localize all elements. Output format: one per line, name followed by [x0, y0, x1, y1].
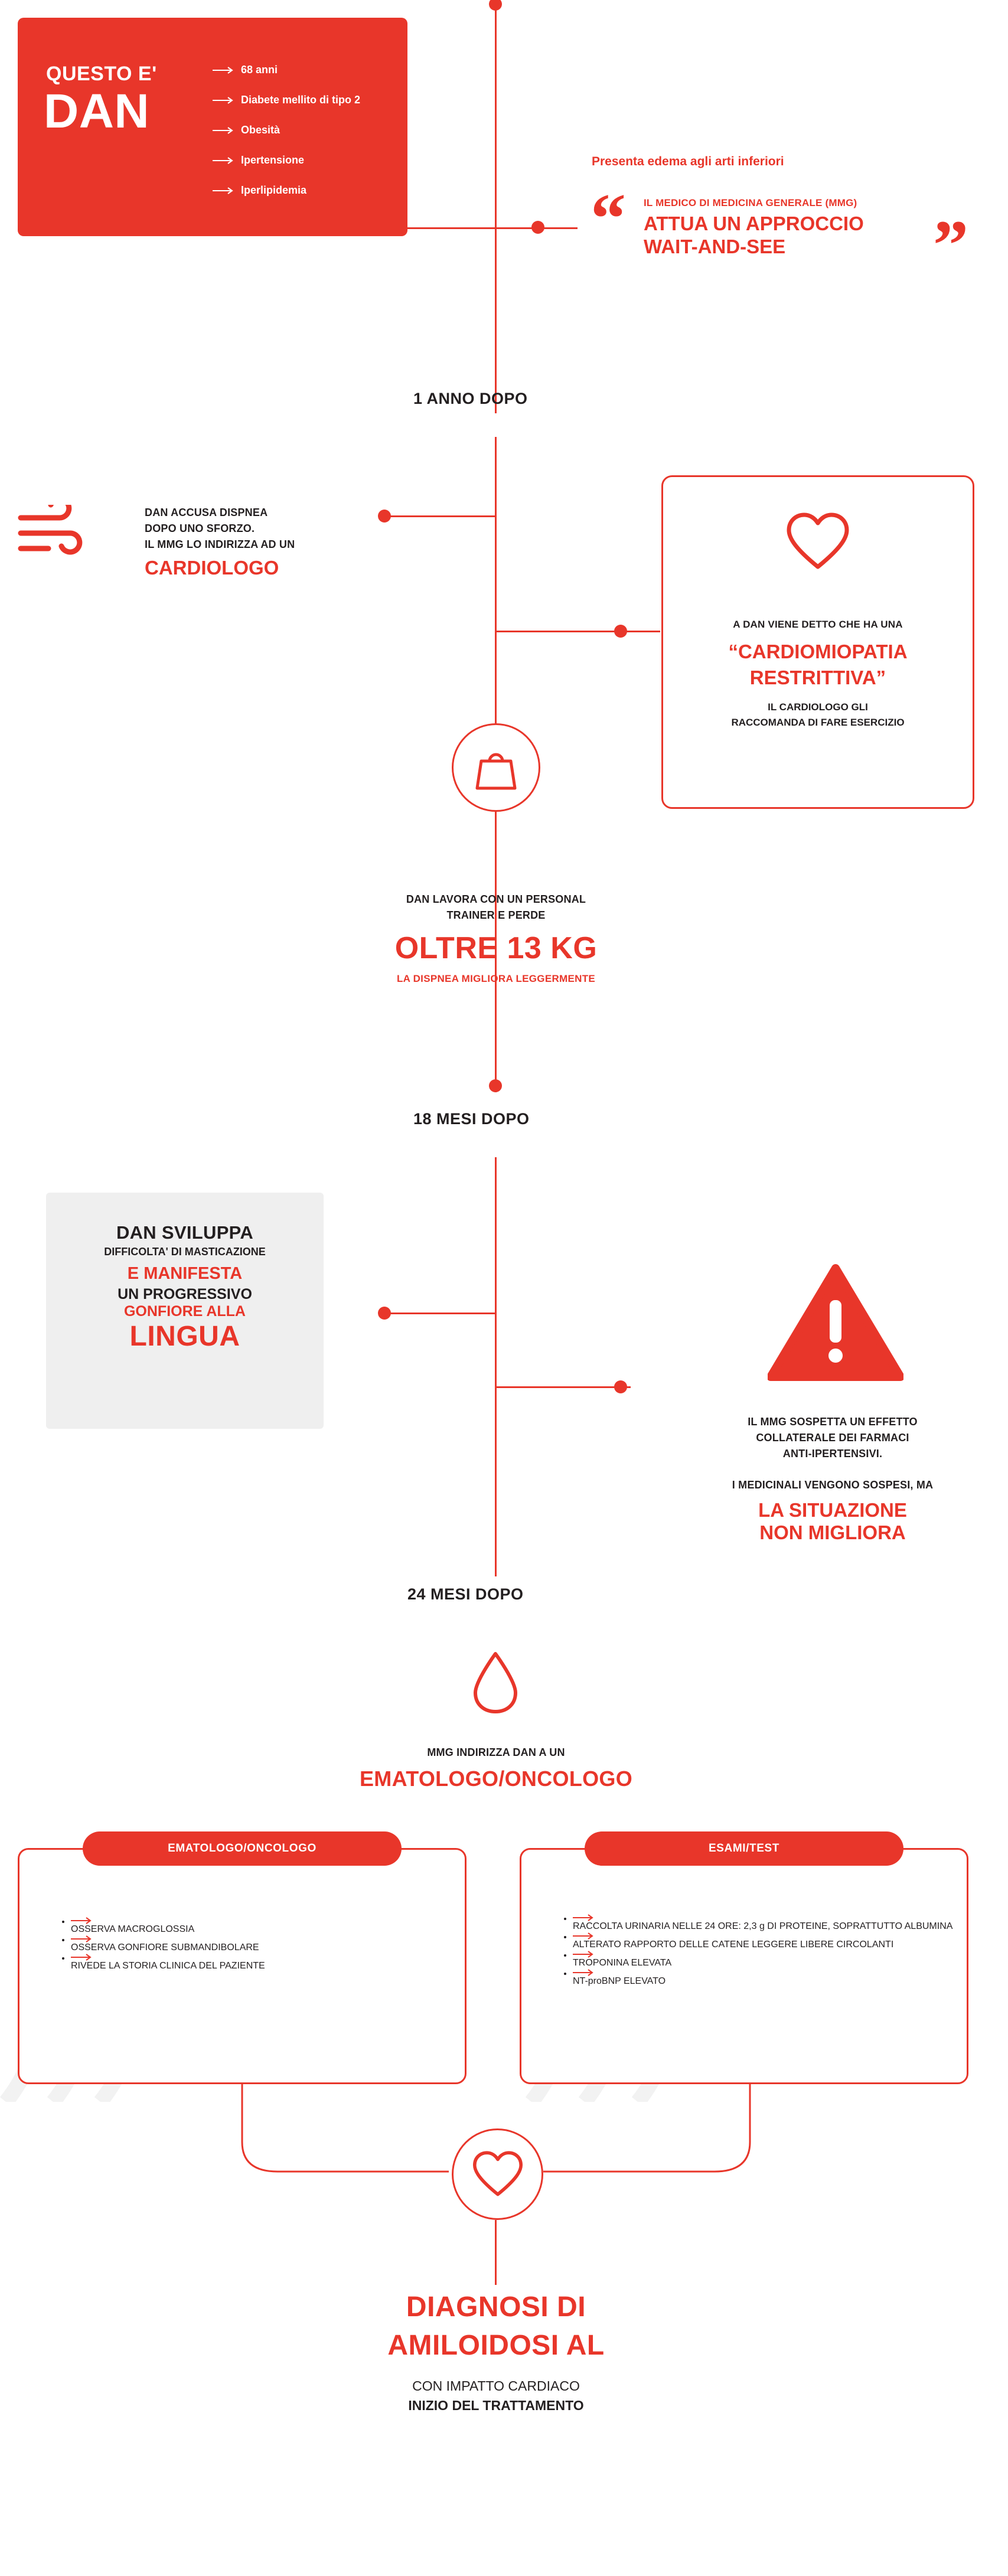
tests-panel-title: [585, 1831, 903, 1866]
time-label-18-mesi: 18 MESI DOPO: [413, 1110, 530, 1128]
timeline-segment-3: [495, 1157, 497, 1576]
tongue-l3: E MANIFESTA: [127, 1264, 243, 1283]
referral-text: [236, 1745, 756, 1791]
arrow-right-icon: [213, 127, 241, 134]
wind-icon: [18, 505, 94, 558]
list-item: [213, 94, 402, 106]
dyspnea-line2: DOPO UNO SFORZO.: [145, 523, 255, 534]
diagnosis-big1: DIAGNOSI DI: [406, 2291, 586, 2323]
dan-title-line2: DAN: [44, 84, 150, 138]
timeline-node: [489, 1079, 502, 1092]
timeline-node: [614, 625, 627, 638]
tongue-l1: DAN SVILUPPA: [116, 1222, 254, 1243]
arrow-right-icon: [573, 1969, 957, 1976]
list-item-label: RACCOLTA URINARIA NELLE 24 ORE: 2,3 g DI PROTEINE, SOPRATTUTTO ALBUMINA: [573, 1921, 953, 1931]
tongue-l6: LINGUA: [129, 1321, 240, 1352]
list-item-label: RIVEDE LA STORIA CLINICA DEL PAZIENTE: [71, 1961, 265, 1971]
list-item: [213, 124, 402, 136]
tongue-l5: GONFIORE ALLA: [123, 1303, 246, 1320]
time-label-1-anno: 1 ANNO DOPO: [413, 390, 528, 407]
list-item: [213, 154, 402, 166]
panel-title-label: EMATOLOGO/ONCOLOGO: [168, 1842, 317, 1855]
weight-line1: DAN LAVORA CON UN PERSONAL: [406, 893, 586, 905]
list-item: [573, 1932, 957, 1950]
weight-line2: TRAINER E PERDE: [446, 909, 546, 921]
connector-dan-to-timeline: [407, 227, 496, 229]
blood-drop-icon: [469, 1650, 521, 1715]
quote-source: IL MEDICO DI MEDICINA GENERALE (MMG): [644, 197, 857, 208]
arrow-right-icon: [213, 67, 241, 74]
dyspnea-text: [145, 505, 416, 580]
diagnosis-sub2: INIZIO DEL TRATTAMENTO: [408, 2398, 584, 2413]
tongue-l4: UN PROGRESSIVO: [118, 1286, 252, 1302]
connector-tongue: [384, 1313, 496, 1314]
tests-panel-list: [549, 1914, 957, 1987]
timeline-node: [614, 1380, 627, 1393]
list-item-label: ALTERATO RAPPORTO DELLE CATENE LEGGERE LIBERE CIRCOLANTI: [573, 1940, 894, 1950]
tongue-grey-box: [46, 1193, 324, 1429]
warning-text: [655, 1414, 1008, 1544]
list-item-label: 68 anni: [241, 64, 278, 76]
timeline-node: [531, 221, 544, 234]
cardiologist-card: [661, 475, 974, 809]
connector-heart-to-diagnosis: [495, 2220, 497, 2285]
list-item: [573, 1950, 957, 1968]
list-item-label: OSSERVA MACROGLOSSIA: [71, 1924, 195, 1934]
list-item: [573, 1968, 957, 1987]
tongue-l2: DIFFICOLTA' DI MASTICAZIONE: [104, 1246, 266, 1258]
diagnosis-text: [177, 2291, 815, 2414]
arrow-right-icon: [213, 97, 241, 104]
dyspnea-line1: DAN ACCUSA DISPNEA: [145, 507, 268, 518]
arrow-right-icon: [573, 1932, 957, 1940]
referral-line1: MMG INDIRIZZA DAN A UN: [427, 1746, 565, 1758]
warning-big2: NON MIGLIORA: [759, 1522, 906, 1543]
list-item: [213, 184, 402, 197]
warning-l2: COLLATERALE DEI FARMACI: [756, 1432, 909, 1444]
list-item: [71, 1953, 449, 1971]
arrow-right-icon: [573, 1914, 957, 1921]
cardio-line2: IL CARDIOLOGO GLI: [768, 701, 868, 713]
warning-l3: ANTI-IPERTENSIVI.: [782, 1448, 883, 1460]
connector-dyspnea: [384, 515, 496, 517]
edema-statement: Presenta edema agli arti inferiori: [592, 155, 784, 168]
cardio-line1: A DAN VIENE DETTO CHE HA UNA: [733, 619, 903, 630]
warning-l1: IL MMG SOSPETTA UN EFFETTO: [748, 1416, 918, 1428]
hematologist-panel-list: [47, 1917, 449, 1971]
arrow-right-icon: [213, 187, 241, 194]
warning-big1: LA SITUAZIONE: [758, 1499, 907, 1521]
weight-big: OLTRE 13 KG: [394, 931, 598, 965]
list-item-label: Diabete mellito di tipo 2: [241, 94, 361, 106]
arrow-right-icon: [71, 1954, 449, 1961]
dan-facts-list: [213, 64, 402, 214]
list-item-label: NT-proBNP ELEVATO: [573, 1976, 666, 1986]
heart-icon: [472, 2151, 524, 2198]
weight-note: LA DISPNEA MIGLIORA LEGGERMENTE: [396, 973, 596, 984]
diagnosis-heart-circle: [452, 2128, 543, 2220]
warning-l4: I MEDICINALI VENGONO SOSPESI, MA: [732, 1479, 934, 1491]
quote-open-mark: “: [591, 179, 626, 257]
cardio-line3: RACCOMANDA DI FARE ESERCIZIO: [731, 717, 905, 728]
warning-triangle-icon: [768, 1263, 903, 1382]
timeline-node: [489, 0, 502, 11]
panel-title-label: ESAMI/TEST: [708, 1842, 779, 1855]
weight-text: [236, 892, 756, 985]
dan-profile-card: [18, 18, 407, 236]
connector-warning: [495, 1386, 631, 1388]
list-item-label: Obesità: [241, 124, 280, 136]
list-item-label: TROPONINA ELEVATA: [573, 1958, 672, 1968]
list-item: [71, 1917, 449, 1935]
list-item-label: OSSERVA GONFIORE SUBMANDIBOLARE: [71, 1942, 259, 1953]
list-item: [573, 1914, 957, 1932]
heart-icon: [785, 512, 850, 572]
cardio-big2: RESTRITTIVA”: [749, 667, 886, 688]
dyspnea-highlight: CARDIOLOGO: [145, 557, 279, 579]
tongue-text: [46, 1222, 324, 1353]
arrow-right-icon: [71, 1917, 449, 1924]
arrow-right-icon: [573, 1951, 957, 1958]
timeline-segment-1: [495, 0, 497, 413]
quote-line1: ATTUA UN APPROCCIO: [644, 213, 864, 234]
diagnosis-big2: AMILOIDOSI AL: [387, 2330, 605, 2361]
quote-close-mark: ”: [933, 205, 968, 284]
diagnosis-sub1: CON IMPATTO CARDIACO: [412, 2378, 580, 2394]
quote-line2: WAIT-AND-SEE: [644, 235, 786, 257]
dyspnea-line3: IL MMG LO INDIRIZZA AD UN: [145, 538, 295, 550]
weight-circle: [452, 723, 540, 812]
dan-title-line1: QUESTO E': [46, 63, 157, 85]
hematologist-panel-title: [83, 1831, 402, 1866]
referral-big: EMATOLOGO/ONCOLOGO: [359, 1767, 633, 1791]
list-item-label: Iperlipidemia: [241, 184, 307, 196]
time-label-24-mesi: 24 MESI DOPO: [407, 1585, 524, 1603]
connector-cardio-card: [495, 631, 660, 632]
cardio-big1: “CARDIOMIOPATIA: [728, 641, 908, 662]
list-item-label: Ipertensione: [241, 154, 305, 166]
arrow-right-icon: [213, 157, 241, 164]
list-item: [213, 64, 402, 76]
quote-text: [644, 213, 864, 259]
arrow-right-icon: [71, 1935, 449, 1942]
list-item: [71, 1935, 449, 1953]
weight-icon: [473, 743, 519, 792]
